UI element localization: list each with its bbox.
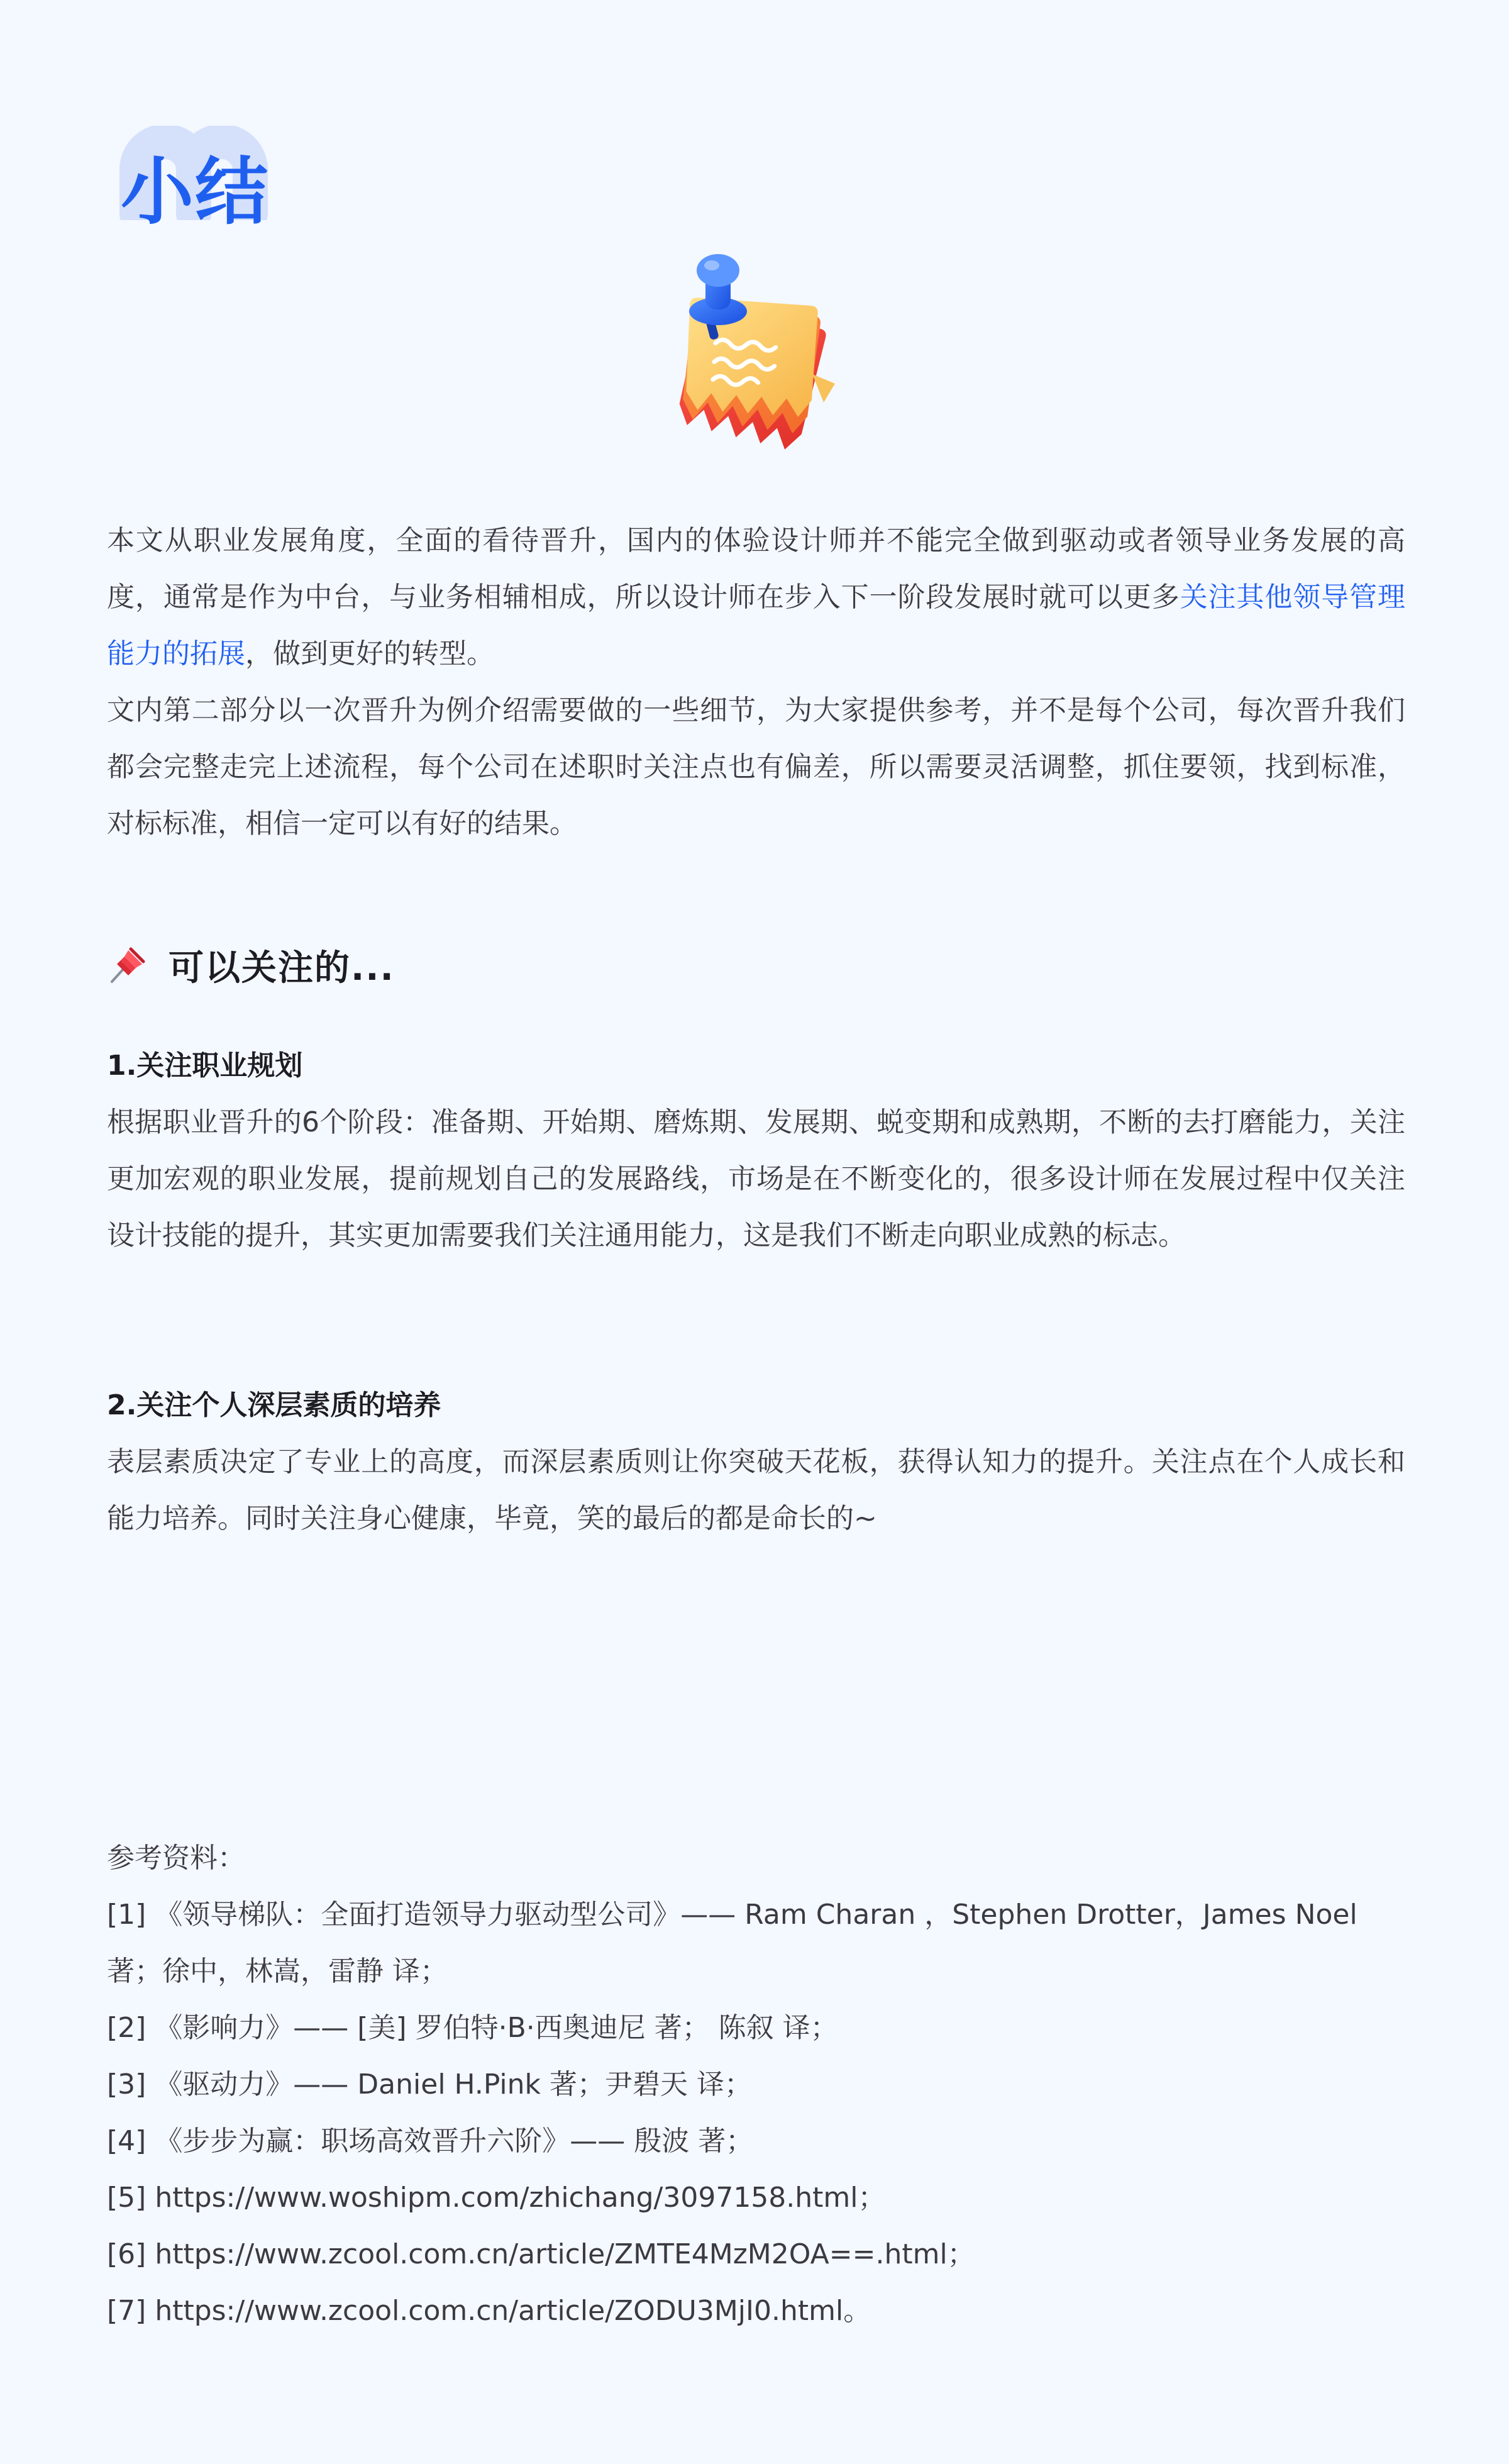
reference-item: [1] 《领导梯队：全面打造领导力驱动型公司》—— Ram Charan ，Stephen Drotter，James Noel 著；徐中，林嵩，雷静 译； (107, 1899, 1357, 1987)
pinned-notes-illustration (648, 252, 849, 465)
section-heading-text: 可以关注的... (169, 948, 395, 989)
reference-link[interactable]: [5] https://www.woshipm.com/zhichang/3097158.html； (107, 2182, 886, 2214)
intro-highlight-text: 关注其他领导管理能力的拓展 (107, 581, 1406, 670)
intro-paragraph-2: 文内第二部分以一次晋升为例介绍需要做的一些细节，为大家提供参考，并不是每个公司，每次晋升我们都会完整走完上述流程，每个公司在述职时关注点也有偏差，所以需要灵活调整，抓住要领，找到标准，对标标准，相信一定可以有好的结果。 (107, 694, 1405, 840)
intro-paragraph-1 (107, 513, 1405, 682)
reference-link[interactable]: [7] https://www.zcool.com.cn/article/ZODU3MjI0.html。 (107, 2295, 871, 2327)
references-section (107, 1830, 1405, 2339)
reference-item: [3] 《驱动力》—— Daniel H.Pink 著；尹碧天 译； (107, 2068, 752, 2101)
focus-item-text: 根据职业晋升的6个阶段：准备期、开始期、磨炼期、发展期、蜕变期和成熟期，不断的去打磨能力，关注更加宏观的职业发展，提前规划自己的发展路线，市场是在不断变化的，很多设计师在发展过程中仅关注设计技能的提升，其实更加需要我们关注通用能力，这是我们不断走向职业成熟的标志。 (107, 1106, 1405, 1251)
focus-item-text: 表层素质决定了专业上的高度，而深层素质则让你突破天花板，获得认知力的提升。关注点在个人成长和能力培养。同时关注身心健康，毕竟，笑的最后的都是命长的~ (107, 1446, 1405, 1534)
pushpin-icon (107, 945, 147, 985)
section-heading (107, 937, 395, 994)
section-title-block (107, 119, 358, 264)
reference-item: [2] 《影响力》—— [美] 罗伯特·B·西奥迪尼 著； 陈叙 译； (107, 2012, 838, 2044)
focus-item-career-planning (107, 1038, 1405, 1264)
intro-section (107, 513, 1405, 852)
focus-item-title: 2.关注个人深层素质的培养 (107, 1389, 441, 1421)
reference-item: [4] 《步步为赢：职场高效晋升六阶》—— 殷波 著； (107, 2125, 754, 2157)
reference-link[interactable]: [6] https://www.zcool.com.cn/article/ZMTE4MzM2OA==.html； (107, 2238, 975, 2270)
intro-paragraph-1-start: 本文从职业发展角度，全面的看待晋升，国内的体验设计师并不能完全做到驱动或者领导业务发展的高度，通常是作为中台，与业务相辅相成，所以设计师在步入下一阶段发展时就可以更多 (107, 524, 1405, 613)
intro-paragraph-1-end: ，做到更好的转型。 (245, 638, 494, 670)
focus-item-personal-quality (107, 1377, 1405, 1547)
references-label: 参考资料： (107, 1842, 245, 1874)
focus-item-title: 1.关注职业规划 (107, 1050, 303, 1082)
page-title: 小结 (121, 150, 269, 235)
